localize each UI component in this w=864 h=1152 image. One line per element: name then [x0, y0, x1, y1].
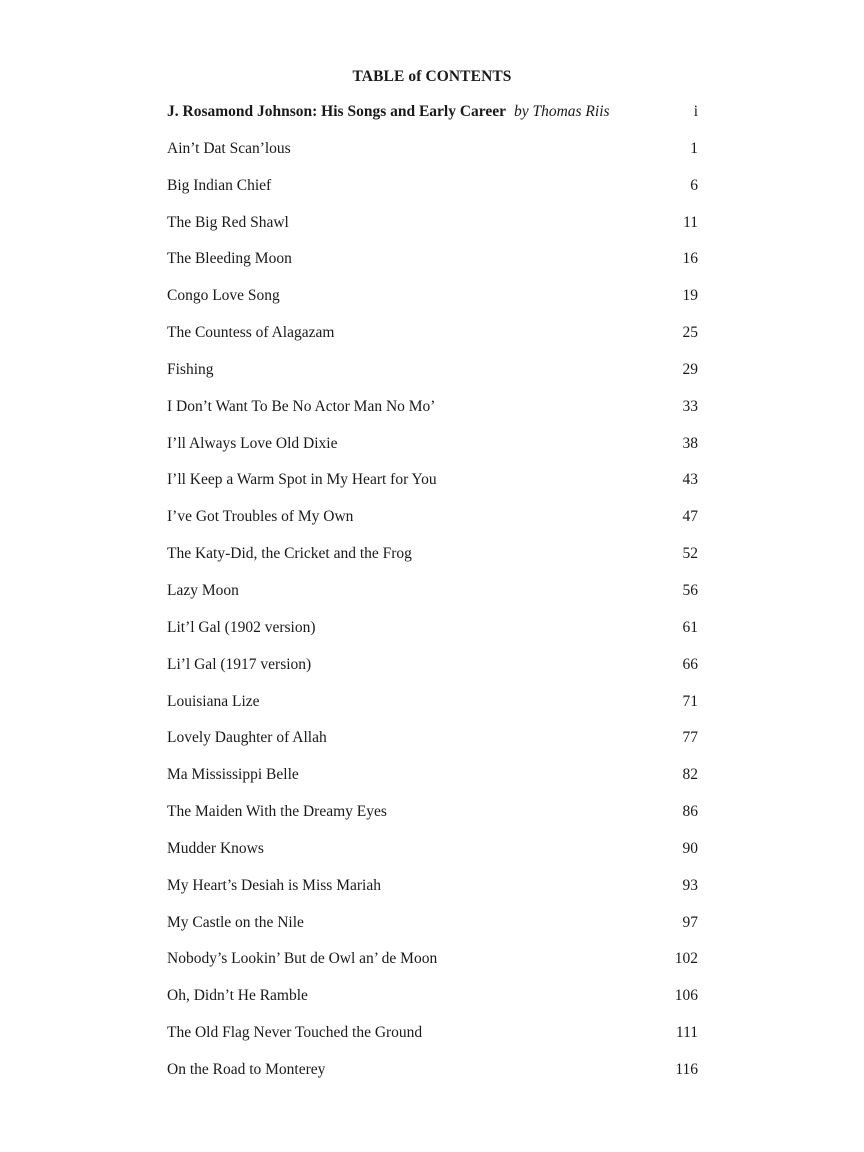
toc-entry-title: Li’l Gal (1917 version) — [167, 655, 312, 673]
toc-row[interactable] — [167, 471, 698, 508]
toc-entry-page: 111 — [675, 1024, 698, 1042]
toc-row[interactable] — [167, 803, 698, 840]
toc-intro-row[interactable] — [167, 103, 698, 140]
toc-entry-title: I’ve Got Troubles of My Own — [167, 508, 354, 526]
toc-entry-page: 93 — [682, 876, 698, 894]
toc-entry-title: Congo Love Song — [167, 287, 280, 305]
toc-row[interactable] — [167, 950, 698, 987]
toc-entry-title: Ma Mississippi Belle — [167, 766, 299, 784]
toc-entry-title: Nobody’s Lookin’ But de Owl an’ de Moon — [167, 950, 438, 968]
toc-intro-title: J. Rosamond Johnson: His Songs and Early Career — [167, 103, 507, 120]
toc-entry-page: 90 — [682, 839, 698, 857]
toc-entry-title: I Don’t Want To Be No Actor Man No Mo’ — [167, 397, 436, 415]
toc-heading: TABLE of CONTENTS — [352, 68, 512, 85]
toc-entry-title: Mudder Knows — [167, 839, 264, 857]
toc-entry-title: The Maiden With the Dreamy Eyes — [167, 803, 387, 821]
toc-entry-title: Lit’l Gal (1902 version) — [167, 618, 316, 636]
toc-entry-page: 61 — [682, 618, 698, 636]
toc-row[interactable] — [167, 398, 698, 435]
toc-entry-title: Big Indian Chief — [167, 176, 272, 194]
toc-entry-title: The Countess of Alagazam — [167, 324, 335, 342]
toc-entry-page: 19 — [682, 287, 698, 305]
toc-entry-page: 11 — [683, 213, 698, 231]
toc-row[interactable] — [167, 287, 698, 324]
toc-entry-page: 38 — [682, 434, 698, 452]
toc-row[interactable] — [167, 545, 698, 582]
toc-entry-title: Fishing — [167, 360, 214, 378]
toc-intro-entry — [167, 103, 610, 121]
toc-entry-page: 86 — [682, 803, 698, 821]
toc-entry-page: 16 — [682, 250, 698, 268]
toc-entry-title: The Big Red Shawl — [167, 213, 289, 231]
toc-entry-title: Lovely Daughter of Allah — [167, 729, 327, 747]
toc-entry-page: 33 — [682, 397, 698, 415]
toc-entry-title: Louisiana Lize — [167, 692, 260, 710]
toc-row[interactable] — [167, 324, 698, 361]
toc-entry-page: 82 — [682, 766, 698, 784]
toc-entry-page: 71 — [682, 692, 698, 710]
toc-entry-title: I’ll Always Love Old Dixie — [167, 434, 338, 452]
toc-entry-page: 97 — [682, 913, 698, 931]
toc-row[interactable] — [167, 766, 698, 803]
toc-entry-page: 77 — [682, 729, 698, 747]
toc-row[interactable] — [167, 914, 698, 951]
toc-entry-page: 43 — [682, 471, 698, 489]
toc-row[interactable] — [167, 214, 698, 251]
toc-row[interactable] — [167, 361, 698, 398]
toc-row[interactable] — [167, 619, 698, 656]
toc-row[interactable] — [167, 877, 698, 914]
toc-entry-title: The Bleeding Moon — [167, 250, 292, 268]
toc-entry-title: My Heart’s Desiah is Miss Mariah — [167, 876, 381, 894]
toc-entry-title: My Castle on the Nile — [167, 913, 304, 931]
toc-entry-title: On the Road to Monterey — [167, 1060, 326, 1078]
toc-row[interactable] — [167, 1024, 698, 1061]
toc-row[interactable] — [167, 435, 698, 472]
toc-entry-page: 1 — [690, 139, 698, 157]
toc-entry-page: 29 — [682, 360, 698, 378]
toc-row[interactable] — [167, 729, 698, 766]
toc-entry-page: 102 — [674, 950, 698, 968]
toc-row[interactable] — [167, 508, 698, 545]
toc-row[interactable] — [167, 840, 698, 877]
toc-entry-page: 66 — [682, 655, 698, 673]
toc-entry-title: Oh, Didn’t He Ramble — [167, 987, 308, 1005]
toc-row[interactable] — [167, 177, 698, 214]
toc-entry-title: The Katy-Did, the Cricket and the Frog — [167, 545, 412, 563]
toc-intro-byline: by Thomas Riis — [513, 103, 610, 120]
toc-row[interactable] — [167, 582, 698, 619]
toc-row[interactable] — [167, 1061, 698, 1098]
toc-entry-title: Ain’t Dat Scan’lous — [167, 139, 291, 157]
toc-list — [167, 103, 698, 1098]
toc-entry-title: I’ll Keep a Warm Spot in My Heart for You — [167, 471, 437, 489]
toc-entry-page: 6 — [690, 176, 698, 194]
toc-intro-page: i — [693, 103, 698, 120]
toc-entry-page: 25 — [682, 324, 698, 342]
toc-entry-page: 52 — [682, 545, 698, 563]
toc-entry-page: 116 — [675, 1060, 698, 1078]
toc-entry-page: 47 — [682, 508, 698, 526]
toc-row[interactable] — [167, 140, 698, 177]
toc-row[interactable] — [167, 987, 698, 1024]
toc-row[interactable] — [167, 656, 698, 693]
toc-row[interactable] — [167, 693, 698, 730]
toc-row[interactable] — [167, 250, 698, 287]
toc-entry-title: The Old Flag Never Touched the Ground — [167, 1024, 423, 1042]
toc-entry-page: 106 — [674, 987, 698, 1005]
toc-entry-page: 56 — [682, 581, 698, 599]
toc-entry-title: Lazy Moon — [167, 581, 239, 599]
